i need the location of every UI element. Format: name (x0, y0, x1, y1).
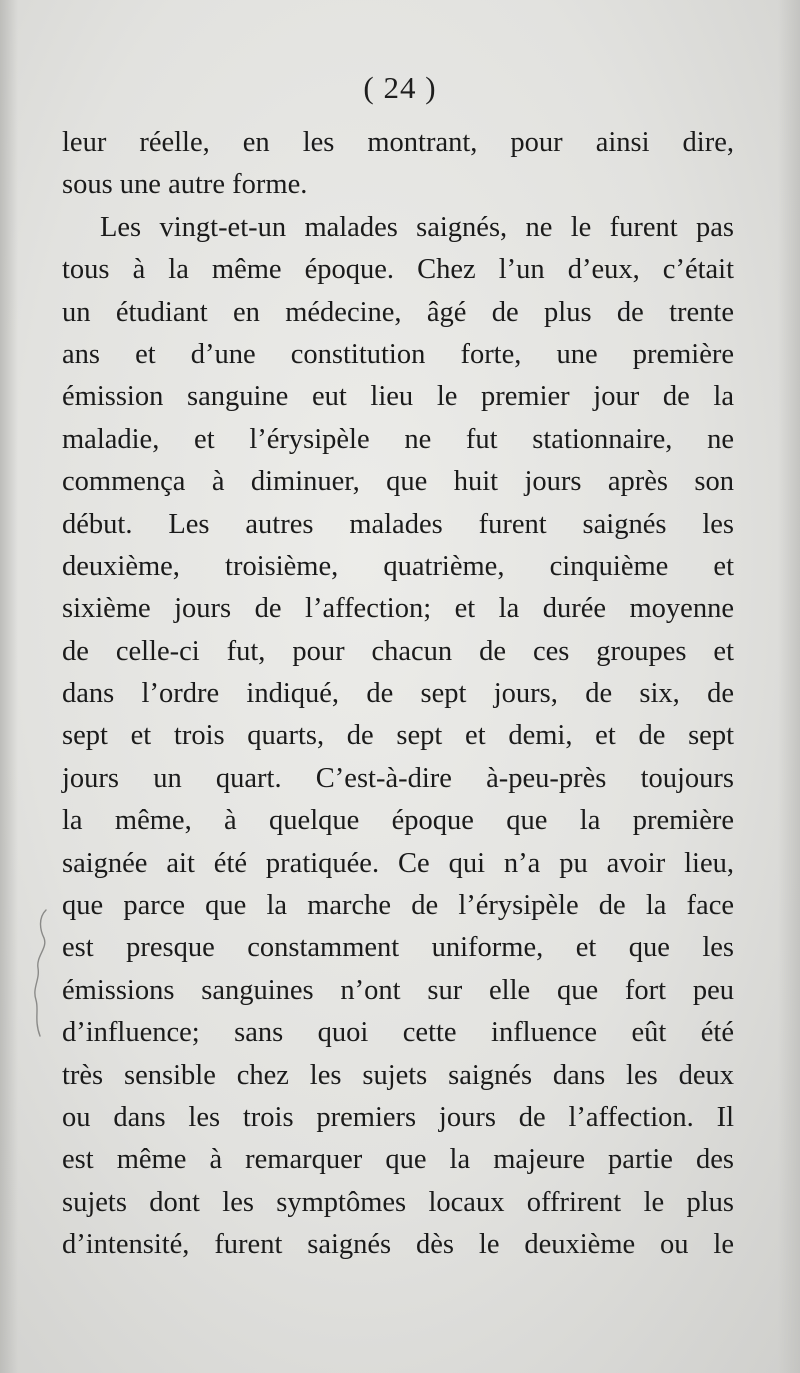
text-line: ou dans les trois premiers jours de l’affection. Il (62, 1101, 734, 1133)
text-line: de celle-ci fut, pour chacun de ces groupes et (62, 635, 734, 667)
text-line: d’influence; sans quoi cette influence eût été (62, 1017, 734, 1049)
body-text (62, 122, 734, 1267)
text-line: est presque constamment uniforme, et que les (62, 932, 734, 964)
text-line: d’intensité, furent saignés dès le deuxième ou le (62, 1229, 734, 1261)
text-line: émission sanguine eut lieu le premier jour de la (62, 381, 734, 413)
text-line: deuxième, troisième, quatrième, cinquième et (62, 550, 734, 582)
text-line: tous à la même époque. Chez l’un d’eux, c’était (62, 254, 734, 286)
text-line: émissions sanguines n’ont sur elle que fort peu (62, 974, 734, 1006)
text-line: Les vingt-et-un malades saignés, ne le furent pas (100, 211, 734, 243)
page-shadow-right (778, 0, 800, 1373)
page-shadow-left (0, 0, 18, 1373)
text-line: saignée ait été pratiquée. Ce qui n’a pu avoir lieu, (62, 847, 734, 879)
text-line: jours un quart. C’est-à-dire à-peu-près toujours (62, 762, 734, 794)
text-line: ans et d’une constitution forte, une première (62, 338, 734, 370)
text-line: la même, à quelque époque que la première (62, 805, 734, 837)
text-line: un étudiant en médecine, âgé de plus de trente (62, 296, 734, 328)
text-line: dans l’ordre indiqué, de sept jours, de six, de (62, 678, 734, 710)
text-line: leur réelle, en les montrant, pour ainsi dire, (62, 127, 734, 158)
margin-pencil-mark-icon (30, 908, 54, 1038)
text-line: sixième jours de l’affection; et la durée moyenne (62, 593, 734, 625)
text-line: que parce que la marche de l’érysipèle de la face (62, 890, 734, 922)
text-line: sujets dont les symptômes locaux offrirent le plus (62, 1186, 734, 1218)
text-line: très sensible chez les sujets saignés dans les deux (62, 1059, 734, 1091)
text-line: commença à diminuer, que huit jours après son (62, 466, 734, 498)
page-number: ( 24 ) (363, 70, 437, 105)
text-line: est même à remarquer que la majeure partie des (62, 1144, 734, 1176)
text-line: début. Les autres malades furent saignés les (62, 508, 734, 540)
text-line: sept et trois quarts, de sept et demi, et de sept (62, 720, 734, 752)
text-line: sous une autre forme. (62, 169, 308, 201)
text-line: maladie, et l’érysipèle ne fut stationnaire, ne (62, 423, 734, 455)
